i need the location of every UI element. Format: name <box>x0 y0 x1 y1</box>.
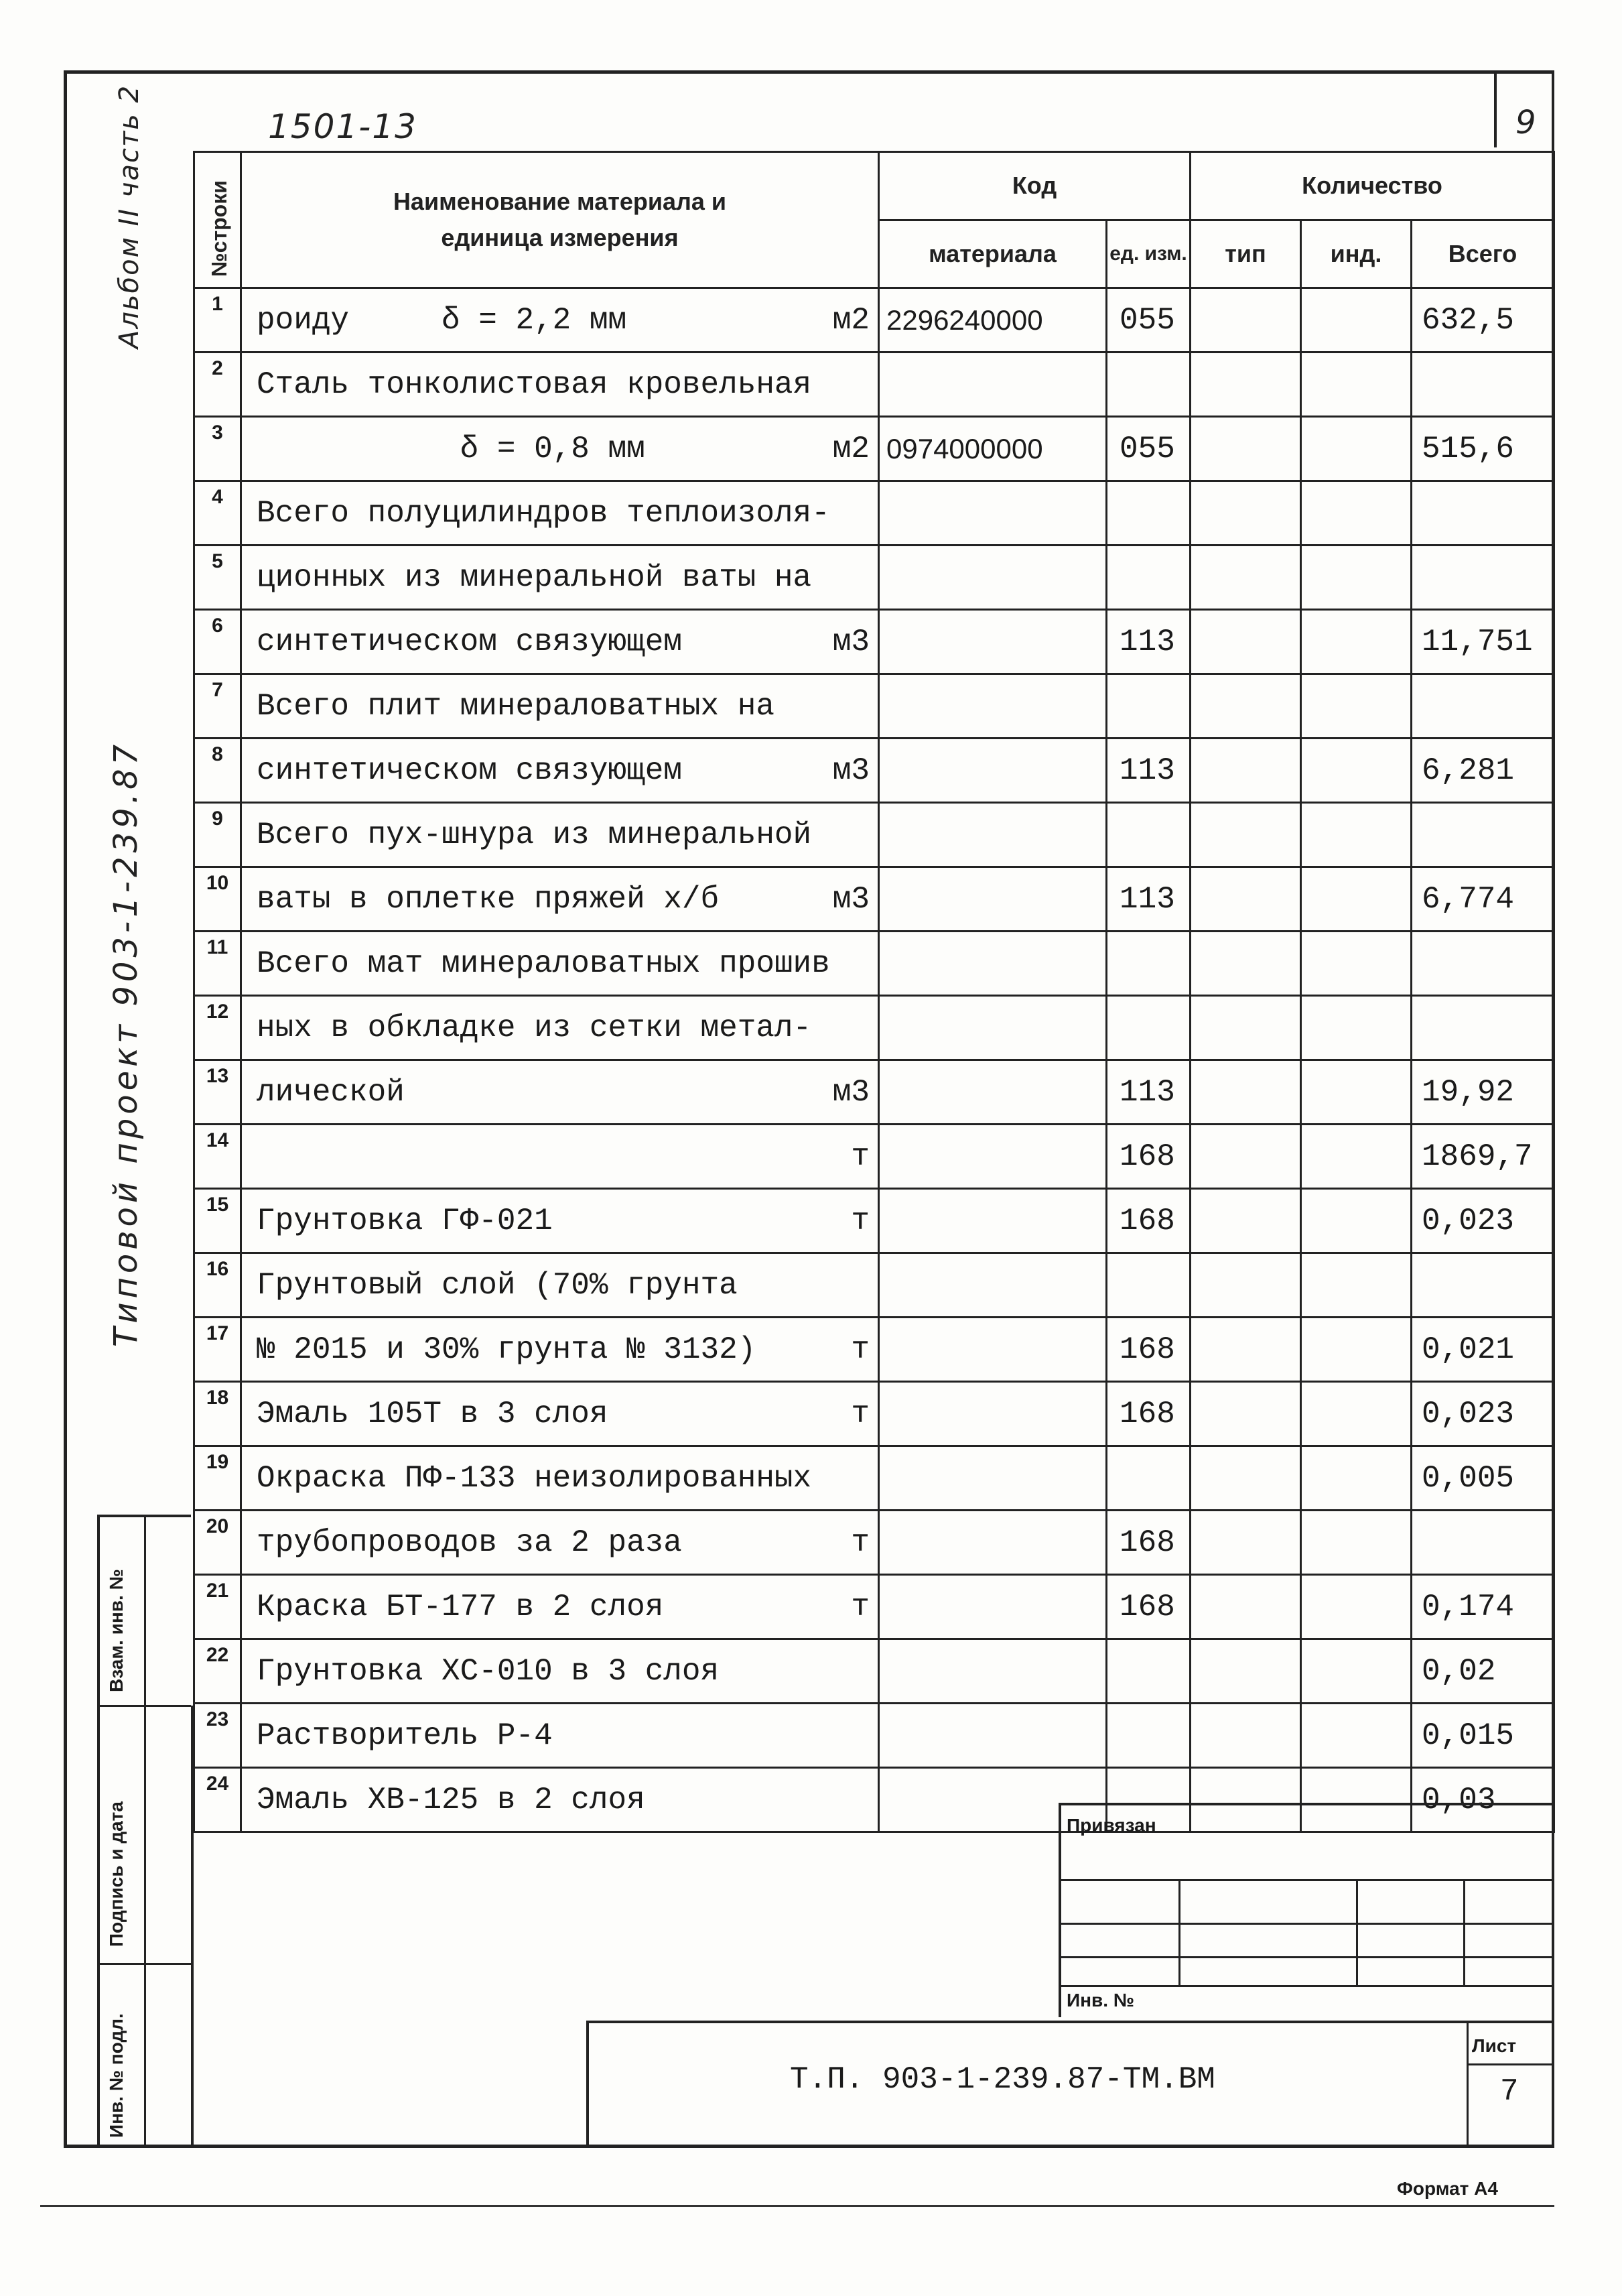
total-quantity: 0,023 <box>1412 1189 1554 1253</box>
sheet-number: 7 <box>1500 2074 1519 2109</box>
row-number: 24 <box>194 1768 241 1832</box>
row-number: 22 <box>194 1639 241 1704</box>
unit-code: 168 <box>1107 1318 1191 1382</box>
type-quantity <box>1191 1060 1301 1125</box>
total-header: Всего <box>1412 220 1554 288</box>
material-name: синтетическом связующем <box>257 624 682 659</box>
unit-code <box>1107 1704 1191 1768</box>
total-quantity: 11,751 <box>1412 610 1554 674</box>
document-code: 1501-13 <box>268 107 417 146</box>
document-designation: Т.П. 903-1-239.87-ТМ.ВМ <box>790 2062 1215 2097</box>
material-name: Всего мат минераловатных прошив <box>257 946 830 981</box>
material-code <box>879 1446 1107 1511</box>
total-quantity: 0,02 <box>1412 1639 1554 1704</box>
ind-quantity <box>1301 1511 1412 1575</box>
measure-unit: т <box>851 1589 870 1624</box>
table-row <box>194 674 1554 739</box>
table-row <box>194 1575 1554 1639</box>
row-number: 3 <box>194 417 241 481</box>
material-name: роиду δ = 2,2 мм <box>257 302 627 338</box>
material-name-cell <box>241 1704 879 1768</box>
name-header-text: Наименование материала и единица измерения <box>393 188 727 251</box>
row-number: 5 <box>194 546 241 610</box>
table-row <box>194 610 1554 674</box>
type-quantity <box>1191 1253 1301 1318</box>
unit-code: 055 <box>1107 288 1191 353</box>
unit-code: 168 <box>1107 1511 1191 1575</box>
code-header: Код <box>879 152 1191 220</box>
material-code <box>879 1253 1107 1318</box>
material-code <box>879 932 1107 996</box>
material-name-cell <box>241 739 879 803</box>
ind-quantity <box>1301 353 1412 417</box>
row-number: 21 <box>194 1575 241 1639</box>
material-name: Всего полуцилиндров теплоизоля- <box>257 495 830 531</box>
material-name: синтетическом связующем <box>257 753 682 788</box>
material-name-cell <box>241 1318 879 1382</box>
table-row <box>194 1446 1554 1511</box>
row-number: 8 <box>194 739 241 803</box>
table-row <box>194 739 1554 803</box>
type-quantity <box>1191 610 1301 674</box>
type-quantity <box>1191 1125 1301 1189</box>
measure-unit: м3 <box>832 624 870 659</box>
material-code <box>879 1382 1107 1446</box>
measure-unit: м3 <box>832 753 870 788</box>
total-quantity <box>1412 674 1554 739</box>
inv-podl-label: Инв. № подл. <box>106 2013 127 2138</box>
material-name: Грунтовка ГФ-021 <box>257 1203 553 1238</box>
measure-unit: м3 <box>832 1074 870 1110</box>
row-number: 2 <box>194 353 241 417</box>
privyazan-label: Привязан <box>1067 1815 1156 1836</box>
material-name-cell <box>241 1382 879 1446</box>
total-quantity: 0,023 <box>1412 1382 1554 1446</box>
table-row <box>194 996 1554 1060</box>
material-name-cell <box>241 546 879 610</box>
type-quantity <box>1191 1575 1301 1639</box>
paper-format: Формат А4 <box>1397 2178 1498 2199</box>
material-name-cell <box>241 1125 879 1189</box>
album-note: Альбом II часть 2 <box>114 84 145 348</box>
material-name-cell <box>241 1060 879 1125</box>
total-quantity <box>1412 1511 1554 1575</box>
type-quantity <box>1191 353 1301 417</box>
measure-unit: т <box>851 1525 870 1560</box>
unit-code-header: ед. изм. <box>1107 220 1191 288</box>
material-code <box>879 674 1107 739</box>
row-number: 9 <box>194 803 241 867</box>
material-name-cell <box>241 867 879 932</box>
material-code <box>879 1575 1107 1639</box>
material-name: Краска БТ-177 в 2 слоя <box>257 1589 664 1624</box>
total-quantity: 0,005 <box>1412 1446 1554 1511</box>
measure-unit: м2 <box>832 302 870 338</box>
page-number: 9 <box>1515 104 1538 141</box>
quantity-header: Количество <box>1191 152 1554 220</box>
material-name-cell <box>241 1253 879 1318</box>
row-number: 12 <box>194 996 241 1060</box>
type-quantity <box>1191 1318 1301 1382</box>
material-name: Всего пух-шнура из минеральной <box>257 817 812 852</box>
material-code <box>879 546 1107 610</box>
total-quantity <box>1412 996 1554 1060</box>
table-row <box>194 1253 1554 1318</box>
total-quantity: 1869,7 <box>1412 1125 1554 1189</box>
inv-no-label: Инв. № <box>1067 1990 1135 2011</box>
total-quantity: 6,281 <box>1412 739 1554 803</box>
ind-header: инд. <box>1301 220 1412 288</box>
unit-code <box>1107 932 1191 996</box>
row-number: 15 <box>194 1189 241 1253</box>
type-quantity <box>1191 996 1301 1060</box>
ind-quantity <box>1301 1189 1412 1253</box>
material-name: ных в обкладке из сетки метал- <box>257 1010 812 1045</box>
type-quantity <box>1191 1639 1301 1704</box>
material-code <box>879 996 1107 1060</box>
ind-quantity <box>1301 1704 1412 1768</box>
material-name-cell <box>241 610 879 674</box>
stamp-right-rule <box>191 1706 194 2148</box>
material-code <box>879 803 1107 867</box>
ind-quantity <box>1301 1575 1412 1639</box>
unit-code <box>1107 1639 1191 1704</box>
type-quantity <box>1191 932 1301 996</box>
type-quantity <box>1191 1446 1301 1511</box>
measure-unit: т <box>851 1332 870 1367</box>
measure-unit: м3 <box>832 881 870 917</box>
row-number: 19 <box>194 1446 241 1511</box>
type-quantity <box>1191 1382 1301 1446</box>
unit-code: 113 <box>1107 739 1191 803</box>
material-code-header: материала <box>879 220 1107 288</box>
type-quantity <box>1191 417 1301 481</box>
material-code <box>879 1125 1107 1189</box>
material-name: Всего плит минераловатных на <box>257 688 774 724</box>
row-number: 16 <box>194 1253 241 1318</box>
measure-unit: т <box>851 1139 870 1174</box>
podpis-data-label: Подпись и дата <box>106 1801 127 1947</box>
table-row <box>194 481 1554 546</box>
material-name: Грунтовый слой (70% грунта <box>257 1267 738 1303</box>
material-name: Сталь тонколистовая кровельная <box>257 367 812 402</box>
unit-code <box>1107 803 1191 867</box>
material-name-cell <box>241 1511 879 1575</box>
material-name-cell <box>241 1189 879 1253</box>
total-quantity <box>1412 803 1554 867</box>
unit-code <box>1107 481 1191 546</box>
measure-unit: т <box>851 1203 870 1238</box>
material-code: 0974000000 <box>879 417 1107 481</box>
total-quantity: 19,92 <box>1412 1060 1554 1125</box>
material-name-cell <box>241 996 879 1060</box>
ind-quantity <box>1301 417 1412 481</box>
material-name: ваты в оплетке пряжей х/б <box>257 881 720 917</box>
row-number: 7 <box>194 674 241 739</box>
unit-code <box>1107 1253 1191 1318</box>
total-quantity: 0,174 <box>1412 1575 1554 1639</box>
unit-code: 168 <box>1107 1575 1191 1639</box>
table-row <box>194 1511 1554 1575</box>
type-quantity <box>1191 546 1301 610</box>
ind-quantity <box>1301 1446 1412 1511</box>
row-number: 20 <box>194 1511 241 1575</box>
material-code <box>879 1639 1107 1704</box>
ind-quantity <box>1301 481 1412 546</box>
type-quantity <box>1191 288 1301 353</box>
type-quantity <box>1191 739 1301 803</box>
type-header: тип <box>1191 220 1301 288</box>
name-header <box>241 152 879 288</box>
type-quantity <box>1191 674 1301 739</box>
measure-unit: м2 <box>832 431 870 466</box>
unit-code: 113 <box>1107 867 1191 932</box>
ind-quantity <box>1301 674 1412 739</box>
total-quantity <box>1412 932 1554 996</box>
row-number: 1 <box>194 288 241 353</box>
material-name: лической <box>257 1074 405 1110</box>
material-code <box>879 610 1107 674</box>
ind-quantity <box>1301 996 1412 1060</box>
unit-code <box>1107 674 1191 739</box>
material-name-cell <box>241 417 879 481</box>
ind-quantity <box>1301 1060 1412 1125</box>
type-quantity <box>1191 1511 1301 1575</box>
ind-quantity <box>1301 1125 1412 1189</box>
unit-code: 113 <box>1107 1060 1191 1125</box>
table-row <box>194 417 1554 481</box>
table-row <box>194 1639 1554 1704</box>
material-name: ционных из минеральной ваты на <box>257 560 812 595</box>
table-row <box>194 353 1554 417</box>
table-row <box>194 1125 1554 1189</box>
measure-unit: т <box>851 1396 870 1431</box>
row-number-header-text: №строки <box>207 180 231 277</box>
material-name: трубопроводов за 2 раза <box>257 1525 682 1560</box>
material-name-cell <box>241 1446 879 1511</box>
vzam-inv-label: Взам. инв. № <box>106 1569 127 1692</box>
unit-code <box>1107 1446 1191 1511</box>
total-quantity <box>1412 546 1554 610</box>
unit-code: 113 <box>1107 610 1191 674</box>
material-code: 2296240000 <box>879 288 1107 353</box>
material-name: Растворитель Р-4 <box>257 1718 553 1753</box>
material-name: δ = 0,8 мм <box>257 431 645 466</box>
material-name-cell <box>241 1768 879 1832</box>
row-number: 6 <box>194 610 241 674</box>
row-number: 17 <box>194 1318 241 1382</box>
material-name: Эмаль 105Т в 3 слоя <box>257 1396 608 1431</box>
materials-table <box>193 151 1555 1833</box>
material-name: Грунтовка ХС-010 в 3 слоя <box>257 1653 720 1689</box>
material-name: Окраска ПФ-133 неизолированных <box>257 1460 812 1496</box>
ind-quantity <box>1301 288 1412 353</box>
table-row <box>194 1318 1554 1382</box>
unit-code <box>1107 353 1191 417</box>
total-quantity: 6,774 <box>1412 867 1554 932</box>
table-row <box>194 803 1554 867</box>
material-code <box>879 353 1107 417</box>
material-code <box>879 1189 1107 1253</box>
material-name: № 2015 и 30% грунта № 3132) <box>257 1332 756 1367</box>
row-number-header <box>194 152 241 288</box>
table-row <box>194 867 1554 932</box>
material-code <box>879 1060 1107 1125</box>
unit-code <box>1107 996 1191 1060</box>
material-name-cell <box>241 353 879 417</box>
table-row <box>194 546 1554 610</box>
row-number: 10 <box>194 867 241 932</box>
row-number: 4 <box>194 481 241 546</box>
material-code <box>879 739 1107 803</box>
total-quantity: 0,03 <box>1412 1768 1554 1832</box>
unit-code: 168 <box>1107 1382 1191 1446</box>
ind-quantity <box>1301 932 1412 996</box>
sheet-label: Лист <box>1472 2035 1517 2056</box>
unit-code: 055 <box>1107 417 1191 481</box>
table-row <box>194 1704 1554 1768</box>
material-code <box>879 867 1107 932</box>
ind-quantity <box>1301 1382 1412 1446</box>
ind-quantity <box>1301 610 1412 674</box>
type-quantity <box>1191 867 1301 932</box>
ind-quantity <box>1301 546 1412 610</box>
type-quantity <box>1191 1189 1301 1253</box>
row-number: 11 <box>194 932 241 996</box>
type-quantity <box>1191 481 1301 546</box>
row-number: 14 <box>194 1125 241 1189</box>
table-row <box>194 1060 1554 1125</box>
table-row <box>194 1189 1554 1253</box>
ind-quantity <box>1301 867 1412 932</box>
material-name-cell <box>241 674 879 739</box>
material-name-cell <box>241 288 879 353</box>
ind-quantity <box>1301 1639 1412 1704</box>
material-code <box>879 1704 1107 1768</box>
material-name-cell <box>241 481 879 546</box>
material-name-cell <box>241 1639 879 1704</box>
ind-quantity <box>1301 1253 1412 1318</box>
total-quantity: 0,021 <box>1412 1318 1554 1382</box>
page-number-box <box>1494 70 1554 147</box>
row-number: 23 <box>194 1704 241 1768</box>
table-row <box>194 932 1554 996</box>
total-quantity: 515,6 <box>1412 417 1554 481</box>
total-quantity <box>1412 1253 1554 1318</box>
type-quantity <box>1191 803 1301 867</box>
material-code <box>879 1318 1107 1382</box>
material-name-cell <box>241 803 879 867</box>
total-quantity <box>1412 481 1554 546</box>
material-code <box>879 1511 1107 1575</box>
material-code <box>879 481 1107 546</box>
title-block-upper <box>1059 1803 1554 2017</box>
unit-code: 168 <box>1107 1125 1191 1189</box>
total-quantity: 632,5 <box>1412 288 1554 353</box>
ind-quantity <box>1301 739 1412 803</box>
row-number: 13 <box>194 1060 241 1125</box>
ind-quantity <box>1301 803 1412 867</box>
material-name: Эмаль ХВ-125 в 2 слоя <box>257 1782 645 1817</box>
total-quantity: 0,015 <box>1412 1704 1554 1768</box>
ind-quantity <box>1301 1318 1412 1382</box>
total-quantity <box>1412 353 1554 417</box>
table-row <box>194 288 1554 353</box>
material-name-cell <box>241 1575 879 1639</box>
unit-code <box>1107 546 1191 610</box>
title-block-main <box>586 2021 1554 2148</box>
bottom-rule <box>40 2205 1554 2207</box>
project-note: Типовой проект 903-1-239.87 <box>107 740 145 1347</box>
material-name-cell <box>241 932 879 996</box>
row-number: 18 <box>194 1382 241 1446</box>
type-quantity <box>1191 1704 1301 1768</box>
table-row <box>194 1382 1554 1446</box>
unit-code: 168 <box>1107 1189 1191 1253</box>
